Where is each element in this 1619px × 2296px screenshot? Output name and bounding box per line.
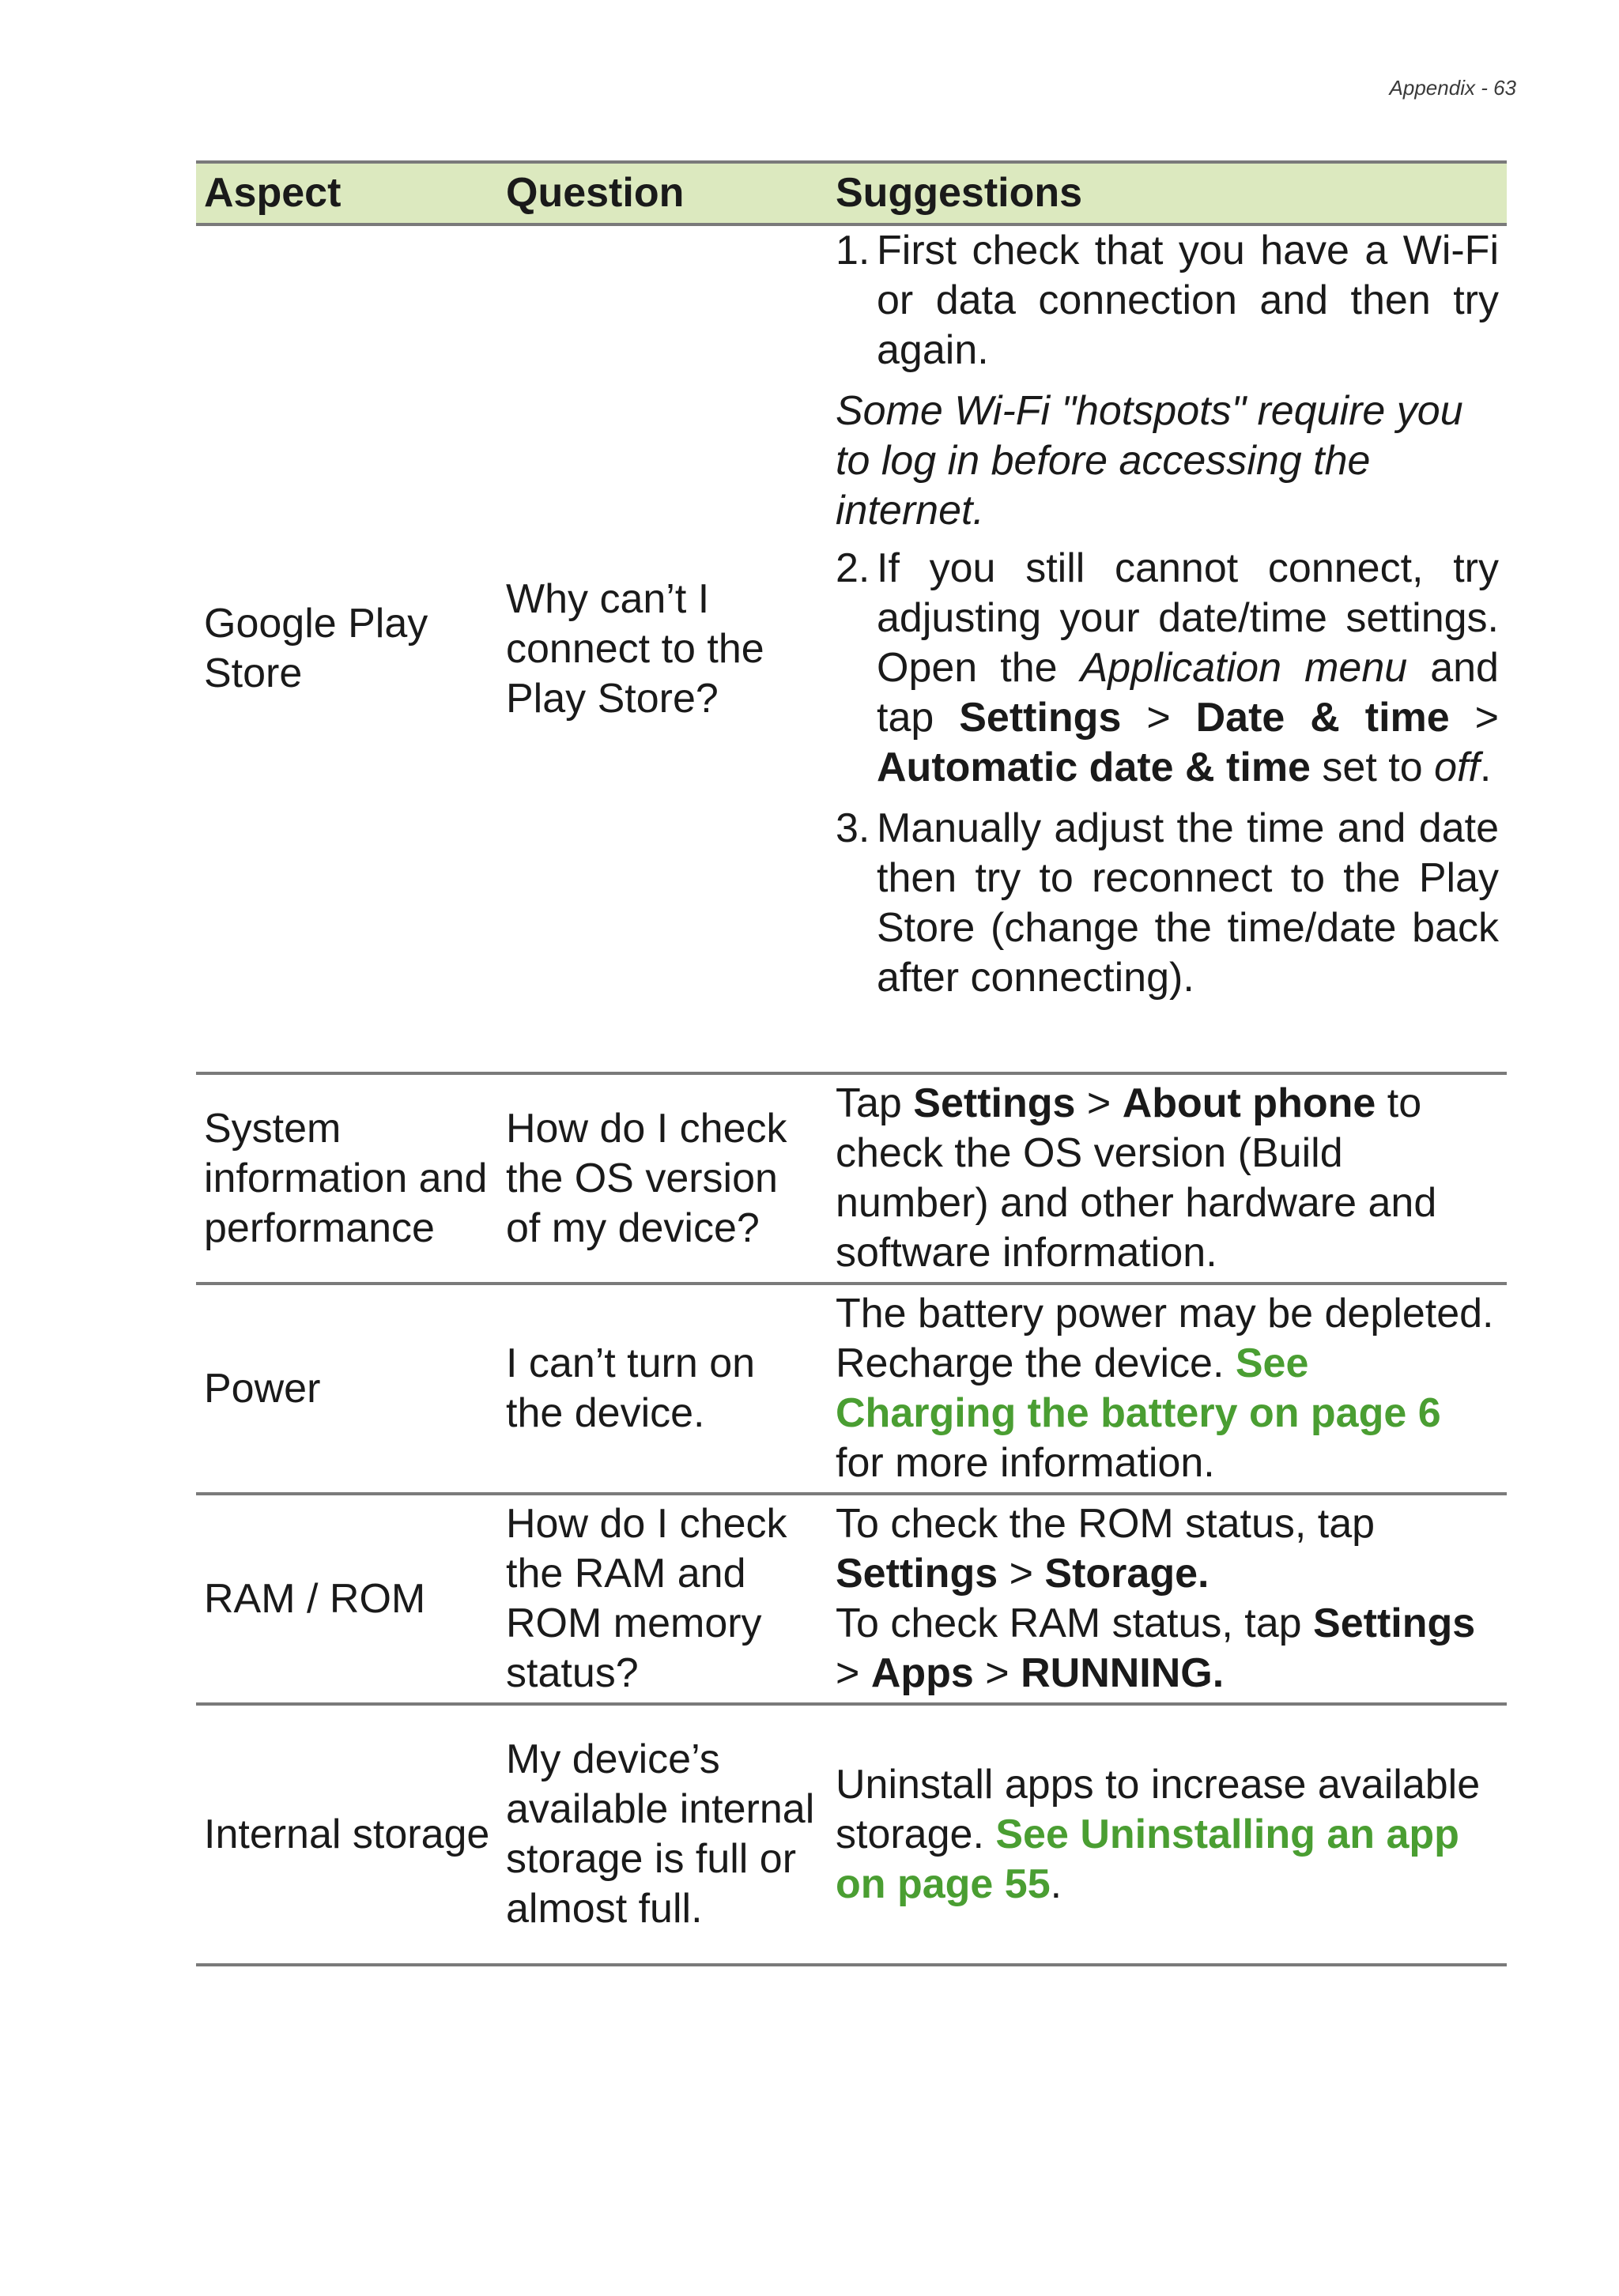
charging-battery-link[interactable]: See Charging the battery on page 6 [836, 1340, 1441, 1436]
settings-text: Settings [836, 1551, 998, 1597]
list-text: First check that you have a Wi-Fi or data connection and then try again. [877, 228, 1499, 373]
header-suggestions: Suggestions [828, 162, 1507, 224]
off-text: off [1434, 745, 1480, 790]
list-item [836, 544, 1499, 793]
header-question: Question [498, 162, 828, 224]
suggestion-cell: Uninstall apps to increase available storage. See Uninstalling an app on page 55. [828, 1704, 1507, 1965]
application-menu-text: Application menu [1080, 645, 1408, 691]
date-time-text: Date & time [1195, 695, 1450, 741]
question-cell: I can’t turn on the device. [498, 1284, 828, 1494]
suggestion-cell: The battery power may be depleted. Recharge the device. See Charging the battery on page 6 for more information. [828, 1284, 1507, 1494]
running-text: RUNNING [1021, 1650, 1213, 1696]
suggestion-cell: To check the ROM status, tap Settings > Storage. To check RAM status, tap Settings > Apps > RUNNING. [828, 1494, 1507, 1704]
settings-text: Settings [1313, 1600, 1476, 1646]
table-header-row [196, 162, 1507, 224]
list-number: 1. [836, 228, 870, 273]
apps-text: Apps [870, 1650, 974, 1696]
aspect-cell: Power [196, 1284, 498, 1494]
list-number: 2. [836, 545, 870, 591]
uninstalling-app-link[interactable]: See Uninstalling an app on page 55 [836, 1811, 1459, 1907]
settings-text: Settings [959, 695, 1122, 741]
list-item [836, 804, 1499, 1003]
header-aspect: Aspect [196, 162, 498, 224]
list-number: 3. [836, 805, 870, 851]
list-text: If you still cannot connect, try adjusting your date/time settings. Open the Application menu and tap Settings > Date & time > Automatic date & time set to off. [877, 545, 1499, 790]
about-phone-text: About phone [1122, 1080, 1376, 1126]
suggestion-cell [828, 224, 1507, 1073]
storage-text: Storage. [1044, 1551, 1210, 1597]
aspect-cell: Internal storage [196, 1704, 498, 1965]
automatic-date-time-text: Automatic date & time [877, 745, 1311, 790]
table-row [196, 1073, 1507, 1284]
question-cell: How do I check the OS version of my device? [498, 1073, 828, 1284]
hotspot-note: Some Wi-Fi "hotspots" require you to log in before accessing the internet. [836, 388, 1463, 533]
suggestion-cell: Tap Settings > About phone to check the OS version (Build number) and other hardware and software information. [828, 1073, 1507, 1284]
page-header: Appendix - 63 [1389, 76, 1516, 100]
list-text: Manually adjust the time and date then try to reconnect to the Play Store (change the time/date back after connecting). [877, 805, 1499, 1001]
question-cell: My device’s available internal storage is full or almost full. [498, 1704, 828, 1965]
list-item [836, 226, 1499, 375]
table-row [196, 1494, 1507, 1704]
table-row [196, 224, 1507, 1073]
settings-text: Settings [913, 1080, 1076, 1126]
table-row [196, 1284, 1507, 1494]
table-row [196, 1704, 1507, 1965]
aspect-cell: RAM / ROM [196, 1494, 498, 1704]
question-cell: Why can’t I connect to the Play Store? [498, 224, 828, 1073]
troubleshooting-table [196, 160, 1507, 1966]
aspect-cell: Google Play Store [196, 224, 498, 1073]
question-cell: How do I check the RAM and ROM memory status? [498, 1494, 828, 1704]
aspect-cell: System information and performance [196, 1073, 498, 1284]
